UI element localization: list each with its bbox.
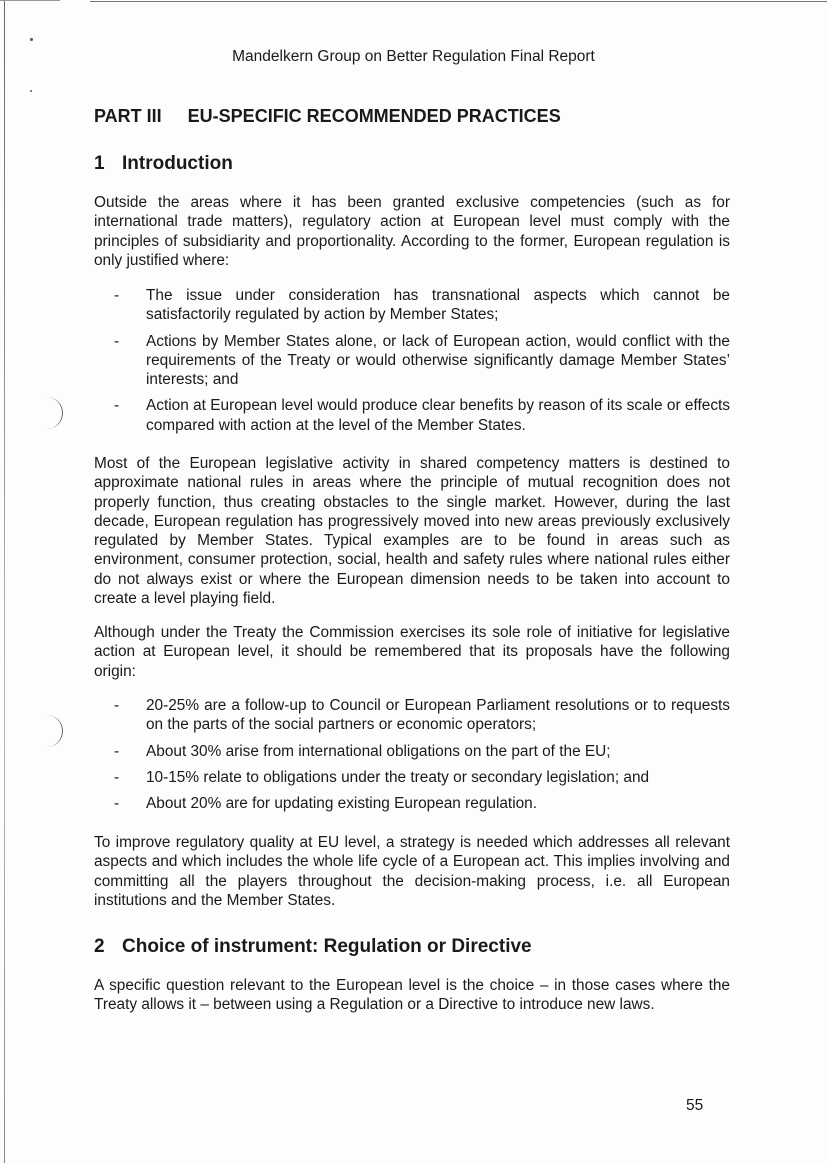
list-item: - Action at European level would produce clear benefits by reason of its scale or effects compared with action at the level of the Member States.: [114, 397, 730, 434]
body-paragraph: To improve regulatory quality at EU level, a strategy is needed which addresses all relevant aspects and which includes the whole life cycle of a European act. This implies involving and committing all the players throughout the decision-making process, i.e. all European institutions and the Member States.: [94, 834, 730, 909]
list-item: - 10-15% relate to obligations under the treaty or secondary legislation; and: [114, 768, 650, 786]
scan-speck: [30, 90, 32, 92]
list-item: - The issue under consideration has transnational aspects which cannot be satisfactorily regulated by action by Member States;: [114, 287, 730, 324]
section-number: 1: [94, 153, 105, 174]
list-item: - Actions by Member States alone, or lack of European action, would conflict with the requirements of the Treaty or would otherwise significantly damage Member States’ interests; and: [114, 332, 730, 389]
part-heading: [94, 106, 561, 127]
part-title-text: EU-SPECIFIC RECOMMENDED PRACTICES: [187, 106, 561, 126]
proposal-origin-list: [112, 696, 730, 820]
scan-edge-line: [4, 0, 5, 1163]
punch-hole-mark: [40, 715, 63, 747]
punch-hole-mark: [40, 397, 63, 429]
body-paragraph: A specific question relevant to the European level is the choice – in those cases where the Treaty allows it – between using a Regulation or a Directive to introduce new laws.: [94, 977, 730, 1014]
part-label: PART III: [94, 106, 162, 126]
section-title-text: Choice of instrument: Regulation or Directive: [122, 936, 532, 957]
list-item: - 20-25% are a follow-up to Council or European Parliament resolutions or to requests on the parts of the social partners or economic operators;: [114, 697, 730, 734]
scan-top-line: [90, 1, 827, 2]
running-header: Mandelkern Group on Better Regulation Final Report: [232, 48, 595, 65]
section-title-text: Introduction: [122, 153, 233, 174]
section-number: 2: [94, 936, 105, 957]
page-number: 55: [686, 1097, 704, 1114]
list-item: - About 30% arise from international obligations on the part of the EU;: [114, 742, 611, 760]
intro-paragraph: Outside the areas where it has been granted exclusive competencies (such as for international trade matters), regulatory action at European level must comply with the principles of subsidiarity and proportionality. According to the former, European regulation is only justified where:: [94, 194, 730, 269]
scan-speck: [30, 38, 33, 41]
body-paragraph: Most of the European legislative activity in shared competency matters is destined to approximate national rules in areas where the principle of mutual recognition does not properly function, thus creating obstacles to the single market. However, during the last decade, European regulation has progressively moved into new areas previously exclusively regulated by Member States. Typical examples are to be found in areas such as environment, consumer protection, social, health and safety rules where national rules either do not always exist or where the European dimension needs to be taken into account to create a level playing field.: [94, 455, 730, 608]
subsidiarity-conditions-list: [112, 286, 730, 442]
list-item: - About 20% are for updating existing European regulation.: [114, 795, 538, 813]
body-paragraph: Although under the Treaty the Commission exercises its sole role of initiative for legislative action at European level, it should be remembered that its proposals have the following origin:: [94, 624, 730, 680]
section-heading-1: [94, 153, 233, 175]
scan-top-line-short: [0, 0, 60, 1]
section-heading-2: [94, 936, 532, 958]
